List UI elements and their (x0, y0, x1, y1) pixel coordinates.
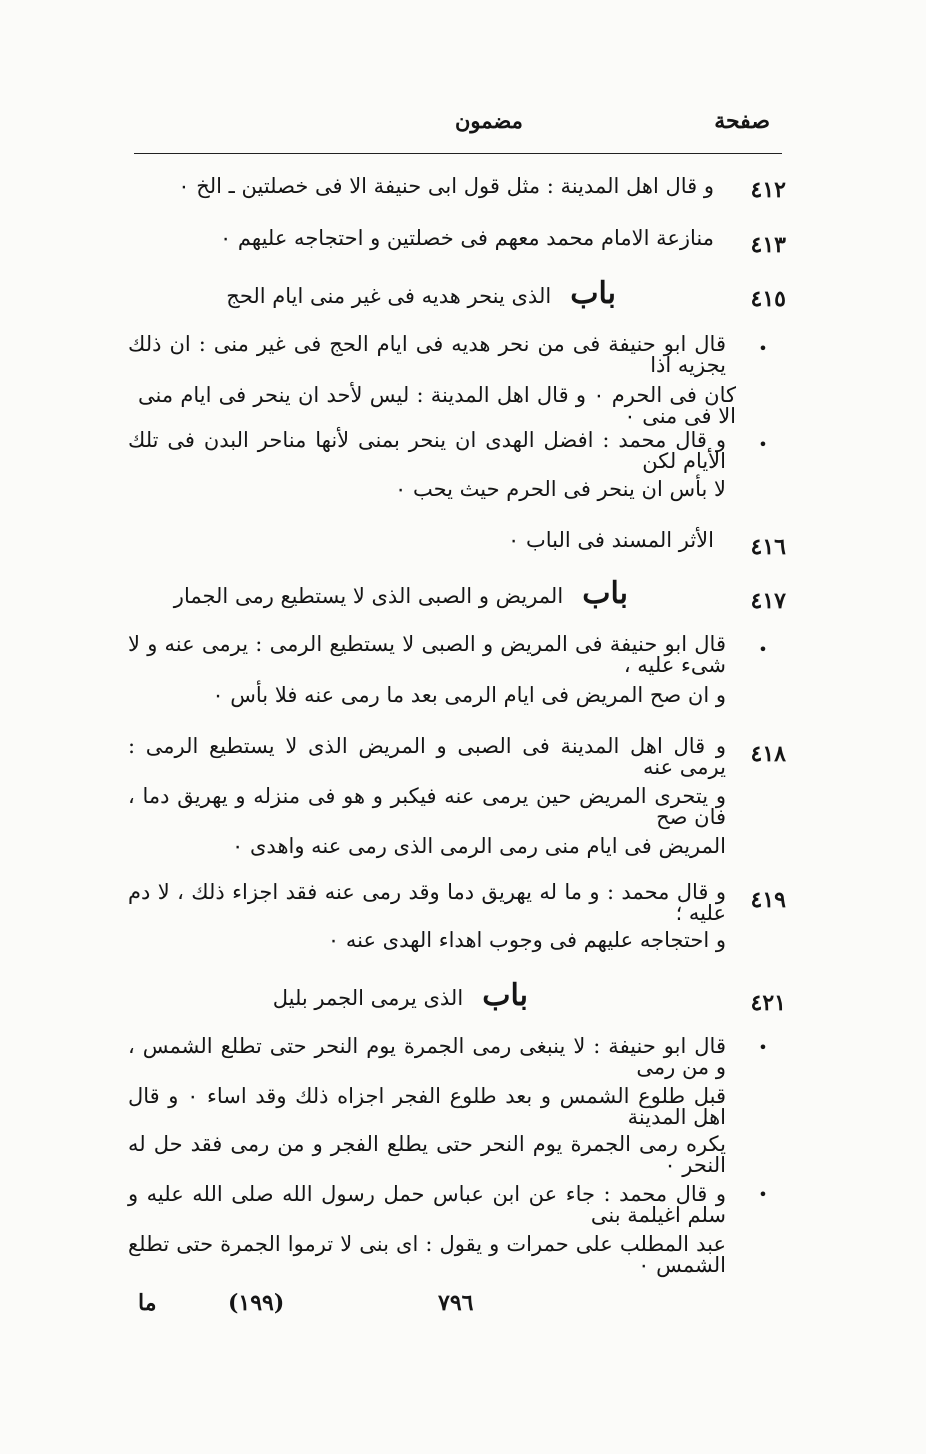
entry-number: ٤١٨ (750, 741, 786, 767)
chapter-heading (226, 276, 616, 311)
entry-number: ٤١٥ (750, 286, 786, 312)
entry-text: الأثر المسند فى الباب ٠ (508, 528, 714, 552)
paragraph-line: قال ابو حنيفة : لا ينبغى رمى الجمرة يوم النحر حتى تطلع الشمس ، و من رمى (128, 1034, 726, 1079)
bullet-marker: • (758, 1185, 768, 1204)
page-column-header: صفحة (714, 108, 770, 134)
chapter-heading (174, 576, 628, 611)
paragraph-line: و قال محمد : جاء عن ابن عباس حمل رسول الله صلى الله عليه و سلم اغيلمة بنى (128, 1182, 726, 1227)
paragraph-line: و ان صح المريض فى ايام الرمى بعد ما رمى عنه فلا بأس ٠ (212, 683, 726, 707)
paragraph-line: يكره رمى الجمرة يوم النحر حتى يطلع الفجر و من رمى فقد حل له النحر ٠ (128, 1132, 726, 1177)
bullet-marker: • (758, 339, 768, 358)
entry-number: ٤١٦ (750, 534, 786, 560)
bullet-marker: • (758, 640, 768, 659)
chapter-title: المريض و الصبى الذى لا يستطيع رمى الجمار (173, 584, 564, 608)
chapter-word: باب (570, 276, 616, 311)
paragraph-line: و قال محمد : و ما له يهريق دما وقد رمى عنه فقد اجزاء ذلك ، لا دم عليه ؛ (128, 880, 726, 925)
bullet-marker: • (758, 435, 768, 454)
entry-number: ٤١٧ (750, 588, 786, 614)
chapter-heading (273, 978, 528, 1013)
entry-number: ٤٢١ (750, 990, 786, 1016)
entry-number: ٤١٣ (750, 232, 786, 258)
paragraph-line: و يتحرى المريض حين يرمى عنه فيكبر و هو فى منزله و يهريق دما ، فان صح (128, 784, 726, 829)
entry-number: ٤١٢ (750, 177, 786, 203)
page-number: ٧٩٦ (438, 1290, 474, 1316)
bullet-marker: • (758, 1038, 768, 1057)
chapter-word: باب (582, 576, 628, 611)
signature-mark: ما (138, 1290, 157, 1316)
paragraph-line: قبل طلوع الشمس و بعد طلوع الفجر اجزاه ذلك وقد اساء ٠ و قال اهل المدينة (128, 1084, 726, 1129)
header-rule (134, 153, 782, 154)
entry-number: ٤١٩ (750, 887, 786, 913)
chapter-title: الذى يرمى الجمر بليل (272, 986, 464, 1010)
paragraph-line: و قال اهل المدينة فى الصبى و المريض الذى لا يستطيع الرمى : يرمى عنه (128, 734, 726, 779)
paragraph-line: المريض فى ايام منى رمى الرمى الذى رمى عنه واهدى ٠ (232, 834, 726, 858)
paragraph-line: قال ابو حنيفة فى المريض و الصبى لا يستطيع الرمى : يرمى عنه و لا شىء عليه ، (128, 632, 726, 677)
entry-text: منازعة الامام محمد معهم فى خصلتين و احتجاجه عليهم ٠ (219, 226, 714, 250)
paragraph-line: كان فى الحرم ٠ و قال اهل المدينة : ليس لأحد ان ينحر فى ايام منى الا فى منى ٠ (138, 383, 736, 428)
chapter-title: الذى ينحر هديه فى غير منى ايام الحج (226, 284, 552, 308)
chapter-word: باب (482, 978, 528, 1013)
entry-text: و قال اهل المدينة : مثل قول ابى حنيفة الا فى خصلتين ـ الخ ٠ (178, 174, 714, 198)
sheet-number: (١٩٩) (228, 1290, 285, 1316)
paragraph-line: عبد المطلب على حمرات و يقول : اى بنى لا ترموا الجمرة حتى تطلع الشمس ٠ (128, 1232, 726, 1277)
content-column-header: مضمون (455, 108, 523, 133)
paragraph-line: لا بأس ان ينحر فى الحرم حيث يحب ٠ (395, 477, 726, 501)
paragraph-line: قال ابو حنيفة فى من نحر هديه فى ايام الحج فى غير منى : ان ذلك يجزيه اذا (128, 332, 726, 377)
paragraph-line: و قال محمد : افضل الهدى ان ينحر بمنى لأنها مناحر البدن فى تلك الأيام لكن (128, 428, 726, 473)
paragraph-line: و احتجاجه عليهم فى وجوب اهداء الهدى عنه ٠ (327, 928, 726, 952)
